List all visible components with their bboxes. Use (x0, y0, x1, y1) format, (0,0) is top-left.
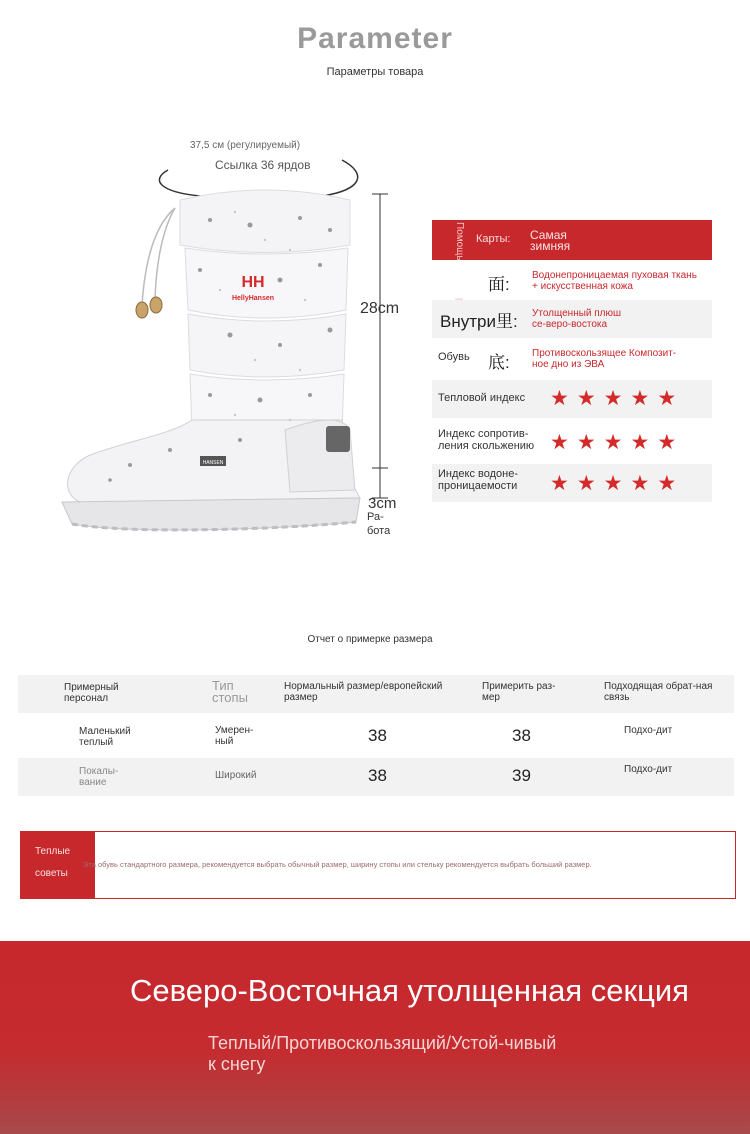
brand-logo: HH (241, 274, 265, 291)
param-row-card: Карты: Самая зимняя (432, 220, 712, 260)
star-icon: ★ (576, 431, 596, 454)
toggle-bead-left (136, 302, 148, 318)
boot-drawing (50, 130, 430, 550)
height-label: 28cm (360, 300, 400, 317)
tips-box (20, 831, 736, 899)
circumference-arc-right (322, 160, 358, 196)
size-report-title: Отчет о примерке размера (307, 634, 433, 645)
star-icon: ★ (630, 472, 650, 495)
param-row-sole: Обувь 底: Противоскользящее Композит-ное дно из ЭВА (432, 340, 712, 378)
promo-banner (0, 941, 750, 1134)
param-row-material: 面: Водонепроницаемая пуховая ткань + искусственная кожа (432, 262, 712, 298)
star-icon: ★ (576, 387, 596, 410)
page-title: Parameter (297, 22, 453, 55)
star-icon: ★ (657, 472, 677, 495)
star-icon: ★ (603, 431, 623, 454)
banner-subheading: Теплый/Противоскользящий/Устой-чивый к снегу (208, 1033, 557, 1074)
param-row-slip: Индекс сопротив-ления скольжению ★ ★ ★ ★ ★ (432, 422, 712, 460)
sole-height-label: 3cm (368, 495, 397, 512)
circumference-arc-left (159, 170, 200, 196)
boot-illustration (50, 130, 430, 550)
size-table-row: Покалы-вание Широкий 38 39 Подхо-дит (18, 758, 734, 796)
param-row-warmth: Тепловой индекс ★ ★ ★ ★ ★ (432, 380, 712, 418)
param-row-water: Индекс водоне-проницаемости ★ ★ ★ ★ ★ (432, 464, 712, 502)
circumference-label: 37,5 см (регулируемый) (190, 140, 301, 151)
tips-label: Теплые советы (21, 832, 95, 898)
star-icon: ★ (576, 472, 596, 495)
brand-name: HellyHansen (231, 295, 275, 302)
banner-heading: Северо-Восточная утолщенная секция (130, 973, 689, 1008)
page-subtitle: Параметры товара (326, 66, 424, 78)
star-icon: ★ (630, 431, 650, 454)
param-row-inner: Внутри里: Утолщенный плюш се-веро-востока (432, 300, 712, 338)
star-icon: ★ (550, 431, 569, 454)
star-icon: ★ (603, 387, 623, 410)
svg-text:HANSEN: HANSEN (202, 460, 224, 466)
star-icon: ★ (630, 387, 650, 410)
side-grip-patch (326, 426, 350, 452)
star-icon: ★ (550, 472, 569, 495)
slip-resistance-stars (550, 432, 676, 453)
size-table-row: Маленький теплый Умерен-ный 38 38 Подхо-дит (18, 716, 734, 756)
star-icon: ★ (657, 431, 677, 454)
toggle-bead-right (150, 297, 162, 313)
work-label: Ра- бота (367, 511, 391, 537)
size-table-header: Примерный персонал Тип стопы Нормальный размер/европейский размер Примерить раз-мер Подходящая обрат-ная связь (18, 675, 734, 713)
reference-size-label: Ссылка 36 ярдов (215, 158, 311, 172)
star-icon: ★ (550, 387, 569, 410)
tips-text: Эта обувь стандартного размера, рекомендуется выбрать обычный размер, ширину стопы или стельку рекомендуется выбрать больший размер. (83, 860, 592, 869)
side-help-label (454, 222, 464, 250)
star-icon: ★ (657, 387, 677, 410)
waterproof-stars (550, 473, 676, 494)
warmth-stars (550, 388, 676, 409)
star-icon: ★ (603, 472, 623, 495)
